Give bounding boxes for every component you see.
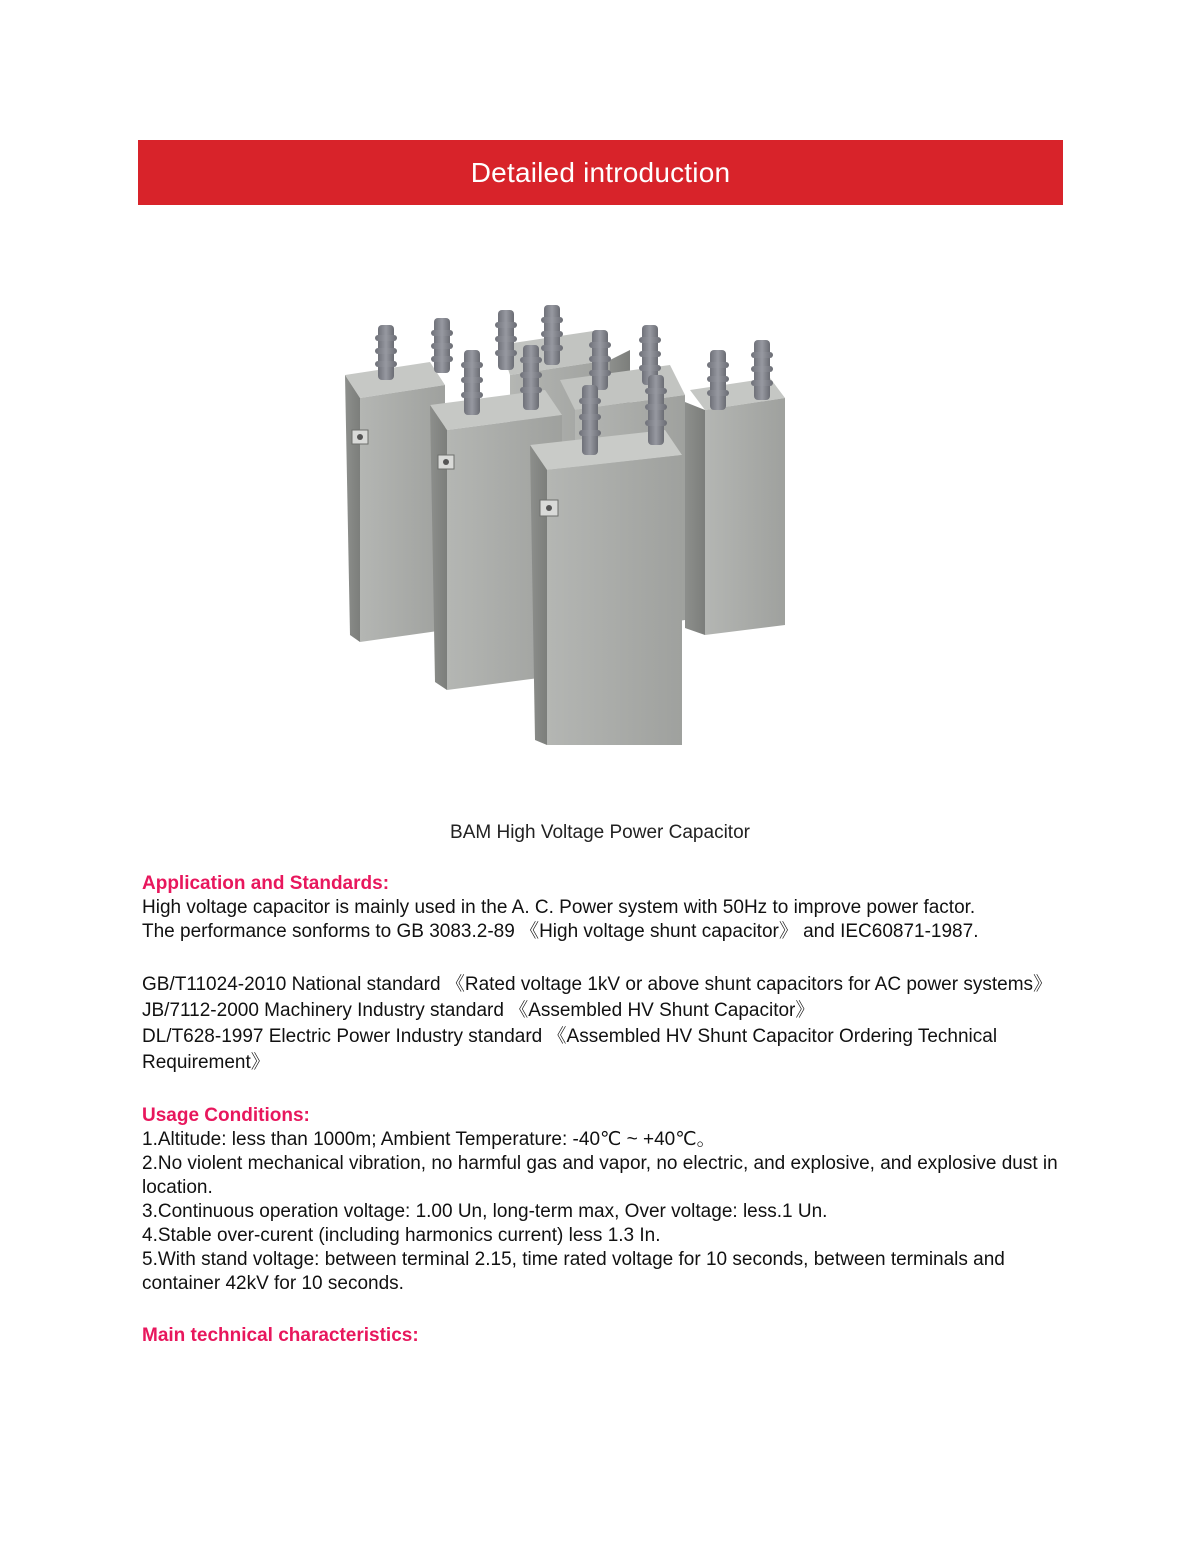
standard-item: DL/T628-1997 Electric Power Industry standard 《Assembled HV Shunt Capacitor Ordering Technical Requirement》 xyxy=(142,1026,998,1073)
header-banner xyxy=(138,140,1063,205)
main-tech-heading: Main technical characteristics: xyxy=(142,1325,419,1346)
spacer xyxy=(142,1076,1072,1104)
capacitor-unit-left xyxy=(345,362,445,642)
usage-item: 4.Stable over-curent (including harmonics current) less 1.3 In. xyxy=(142,1225,661,1246)
document-body xyxy=(142,872,1072,1348)
usage-item: 5.With stand voltage: between terminal 2.15, time rated voltage for 10 seconds, between terminals and container 42kV for 10 seconds. xyxy=(142,1249,1005,1294)
usage-item: 2.No violent mechanical vibration, no harmful gas and vapor, no electric, and explosive, and explosive dust in location. xyxy=(142,1153,1058,1198)
page-title: Detailed introduction xyxy=(470,156,731,188)
application-line: High voltage capacitor is mainly used in the A. C. Power system with 50Hz to improve power factor. xyxy=(142,897,976,918)
spacer xyxy=(142,944,1072,972)
standard-item: GB/T11024-2010 National standard 《Rated voltage 1kV or above shunt capacitors for AC power systems》 xyxy=(142,974,1053,995)
usage-heading: Usage Conditions: xyxy=(142,1105,310,1126)
application-line: The performance sonforms to GB 3083.2-89 《High voltage shunt capacitor》 and IEC60871-1987. xyxy=(142,921,979,942)
capacitor-unit-front xyxy=(530,430,682,745)
usage-item: 1.Altitude: less than 1000m; Ambient Temperature: -40℃ ~ +40℃。 xyxy=(142,1129,716,1150)
application-heading: Application and Standards: xyxy=(142,873,390,894)
standard-item: JB/7112-2000 Machinery Industry standard 《Assembled HV Shunt Capacitor》 xyxy=(142,1000,815,1021)
product-caption: BAM High Voltage Power Capacitor xyxy=(450,822,750,843)
capacitor-bank-illustration-icon xyxy=(330,290,875,745)
usage-item: 3.Continuous operation voltage: 1.00 Un, long-term max, Over voltage: less.1 Un. xyxy=(142,1201,828,1222)
spacer xyxy=(142,1296,1072,1324)
capacitor-unit-far-right xyxy=(685,378,785,635)
